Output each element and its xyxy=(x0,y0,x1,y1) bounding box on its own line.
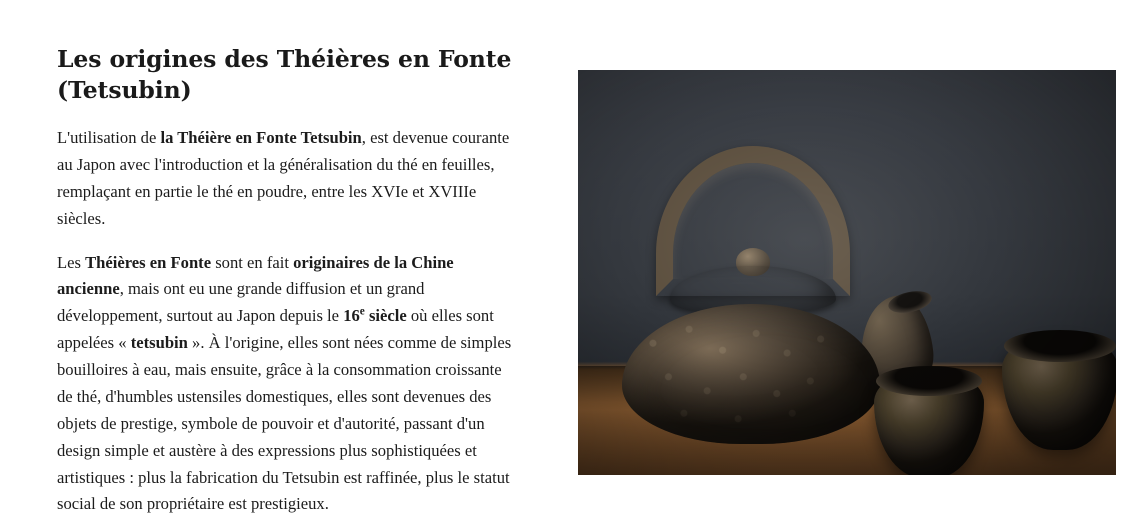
paragraph-1: L'utilisation de la Théière en Fonte Tetsubin, est devenue courante au Japon avec l'introduction et la généralisation du thé en feuilles, remplaçant en partie le thé en poudre, entre les XVIe et XVIIIe siècles. xyxy=(57,128,510,228)
paragraph-2: Les Théières en Fonte sont en fait originaires de la Chine ancienne, mais ont eu une grande diffusion et un grand développement, surtout au Japon depuis le 16e siècle où elles sont appelées « tetsubin ». À l'origine, elles sont nées comme de simples bouilloires à eau, mais ensuite, grâce à la consommation croissante de thé, d'humbles ustensiles domestiques, elles sont devenues des objets de prestige, symbole de pouvoir et d'autorité, passant d'un design simple et austère à des expressions plus sophistiquées et artistiques : plus la fabrication du Tetsubin est raffinée, plus le statut social de son propriétaire est prestigieux. xyxy=(57,252,512,514)
page-title: Les origines des Théières en Fonte (Tetsubin) xyxy=(57,45,512,105)
tea-cup-front-rim xyxy=(876,366,982,396)
teapot-body xyxy=(622,304,880,444)
teapot-surface-texture xyxy=(622,304,880,444)
article-content xyxy=(57,44,512,518)
photo-scene xyxy=(578,70,1116,475)
tetsubin-teapot-photo xyxy=(578,70,1116,475)
tea-cup-back-rim xyxy=(1004,330,1116,362)
